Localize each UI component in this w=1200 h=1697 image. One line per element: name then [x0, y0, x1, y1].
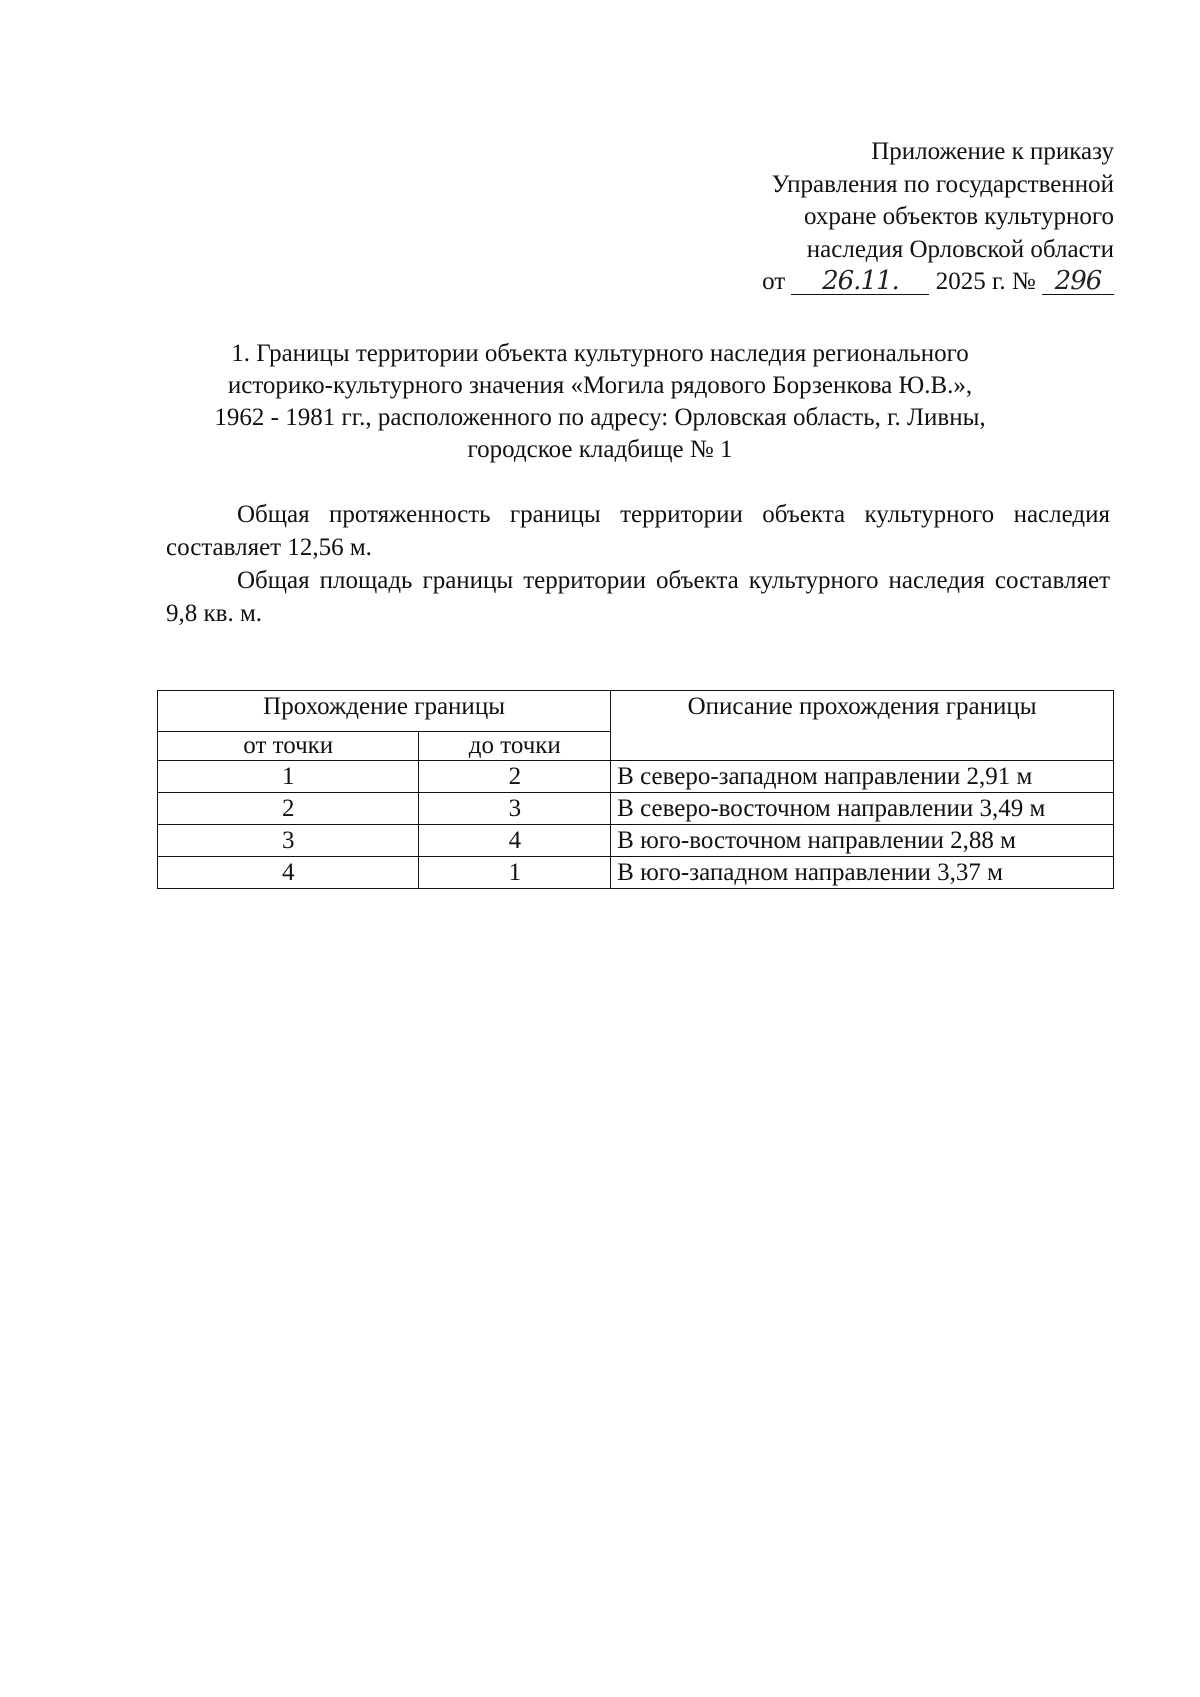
title-line: 1962 - 1981 гг., расположенного по адресу: Орловская область, г. Ливны, — [214, 404, 986, 431]
description-header: Описание прохождения границы — [611, 691, 1114, 761]
description-cell: В юго-восточном направлении 2,88 м — [611, 825, 1114, 857]
order-date-line — [762, 266, 1114, 299]
to-point-cell: 1 — [419, 857, 611, 889]
appendix-header — [762, 136, 1114, 299]
description-cell: В северо-западном направлении 2,91 м — [611, 761, 1114, 793]
header-line: Приложение к приказу — [871, 138, 1114, 165]
table-row — [158, 761, 1114, 793]
description-cell: В юго-западном направлении 3,37 м — [611, 857, 1114, 889]
description-cell: В северо-восточном направлении 3,49 м — [611, 793, 1114, 825]
header-line: Управления по государственной — [771, 170, 1114, 198]
from-point-cell: 2 — [158, 793, 419, 825]
year-number-label: 2025 г. № — [935, 268, 1036, 295]
group-header: Прохождение границы — [158, 691, 611, 732]
boundary-length-paragraph — [166, 498, 1110, 564]
from-point-cell: 3 — [158, 825, 419, 857]
paragraph-text: Общая протяженность границы территории объекта культурного наследия составляет 12,56 м. — [166, 501, 1110, 561]
title-line: 1. Границы территории объекта культурного наследия регионального — [231, 340, 969, 367]
handwritten-date: 26.11. — [791, 268, 929, 295]
table-row — [158, 793, 1114, 825]
header-line: наследия Орловской области — [806, 235, 1114, 263]
section-title — [140, 338, 1060, 466]
title-line: историко-культурного значения «Могила рядового Борзенкова Ю.В.», — [227, 372, 973, 399]
to-point-header: до точки — [419, 732, 611, 761]
from-point-cell: 4 — [158, 857, 419, 889]
title-line: городское кладбище № 1 — [467, 436, 733, 463]
table-row — [158, 857, 1114, 889]
handwritten-order-number: 296 — [1042, 268, 1114, 295]
paragraph-text: Общая площадь границы территории объекта культурного наследия составляет 9,8 кв. м. — [166, 567, 1110, 627]
from-point-header: от точки — [158, 732, 419, 761]
to-point-cell: 4 — [419, 825, 611, 857]
boundary-table — [157, 690, 1114, 889]
table-row — [158, 825, 1114, 857]
header-line: охране объектов культурного — [803, 203, 1114, 230]
to-point-cell: 3 — [419, 793, 611, 825]
boundary-area-paragraph — [166, 564, 1110, 630]
to-point-cell: 2 — [419, 761, 611, 793]
from-point-cell: 1 — [158, 761, 419, 793]
date-prefix: от — [762, 268, 786, 295]
